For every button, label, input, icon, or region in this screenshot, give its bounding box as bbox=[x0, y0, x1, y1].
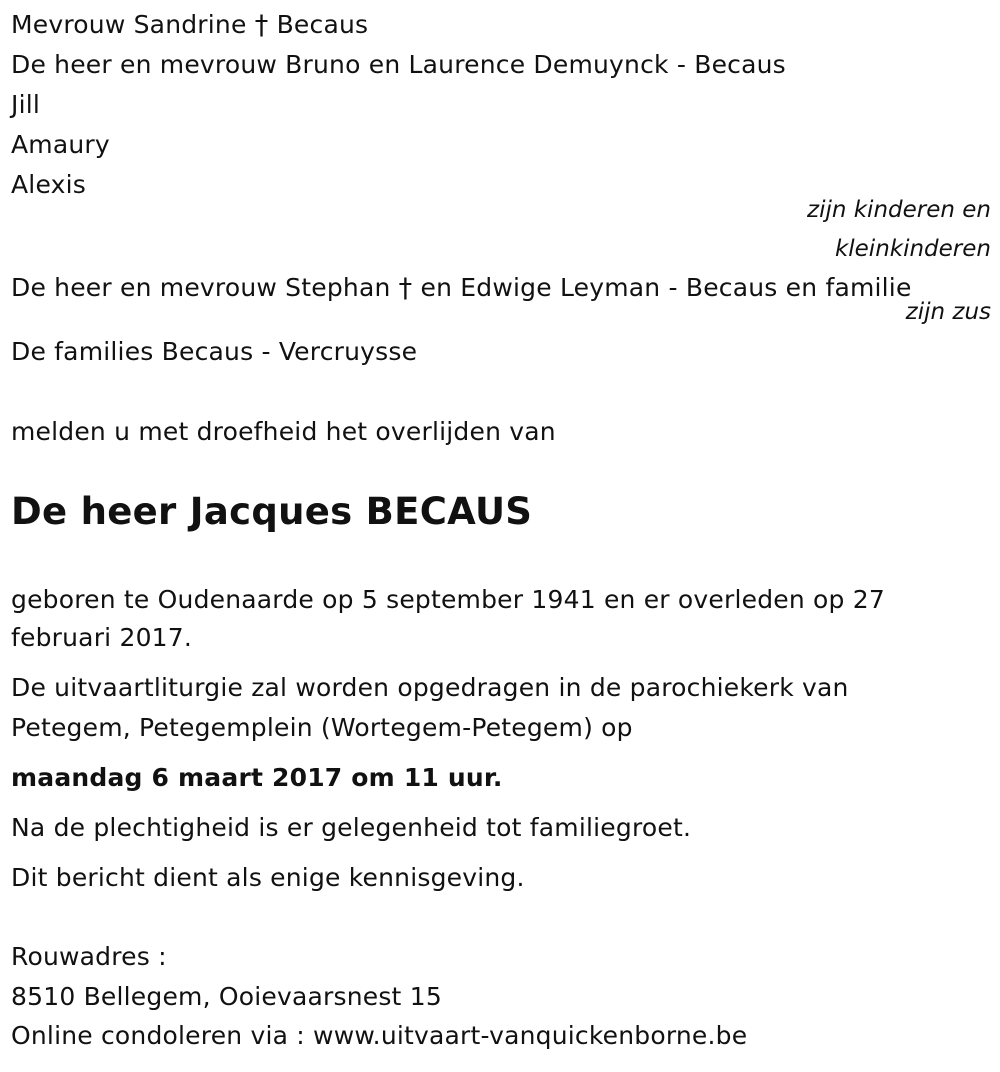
family-member-sandrine-surname: Becaus bbox=[276, 10, 369, 39]
liturgy-line-1: De uitvaartliturgie zal worden opgedragen in de parochiekerk van bbox=[11, 673, 849, 702]
family-member-amaury: Amaury bbox=[11, 130, 110, 159]
service-datetime: maandag 6 maart 2017 om 11 uur. bbox=[11, 763, 503, 792]
family-becaus-vercruysse: De families Becaus - Vercruysse bbox=[11, 337, 418, 366]
family-member-stephan-edwige bbox=[11, 273, 912, 303]
mourning-address: 8510 Bellegem, Ooievaarsnest 15 bbox=[11, 982, 442, 1011]
mourning-address-label: Rouwadres : bbox=[11, 942, 167, 971]
cross-icon: † bbox=[398, 273, 413, 304]
relation-sister-label: zijn zus bbox=[905, 299, 991, 325]
liturgy-line-2: Petegem, Petegemplein (Wortegem-Petegem) op bbox=[11, 713, 633, 742]
family-member-alexis: Alexis bbox=[11, 170, 86, 199]
cross-icon: † bbox=[254, 10, 269, 41]
deceased-name: De heer Jacques BECAUS bbox=[11, 490, 533, 533]
family-member-bruno-laurence: De heer en mevrouw Bruno en Laurence Demuynck - Becaus bbox=[11, 50, 786, 79]
family-member-sandrine bbox=[11, 10, 368, 40]
family-member-stephan-name: De heer en mevrouw Stephan bbox=[11, 273, 391, 302]
family-member-stephan-rest: en Edwige Leyman - Becaus en familie bbox=[420, 273, 912, 302]
family-member-sandrine-name: Mevrouw Sandrine bbox=[11, 10, 247, 39]
announcement-intro: melden u met droefheid het overlijden van bbox=[11, 417, 556, 446]
online-condolence-text: Online condoleren via : www.uitvaart-vanquickenborne.be bbox=[11, 1021, 748, 1050]
birth-death-line-1: geboren te Oudenaarde op 5 september 1941 en er overleden op 27 bbox=[11, 585, 885, 614]
relation-grandchildren-label: kleinkinderen bbox=[834, 236, 991, 262]
notice-text: Dit bericht dient als enige kennisgeving. bbox=[11, 863, 525, 892]
relation-children-label: zijn kinderen en bbox=[807, 197, 991, 223]
after-ceremony-text: Na de plechtigheid is er gelegenheid tot familiegroet. bbox=[11, 813, 692, 842]
family-member-jill: Jill bbox=[11, 90, 41, 119]
birth-death-line-2: februari 2017. bbox=[11, 623, 193, 652]
